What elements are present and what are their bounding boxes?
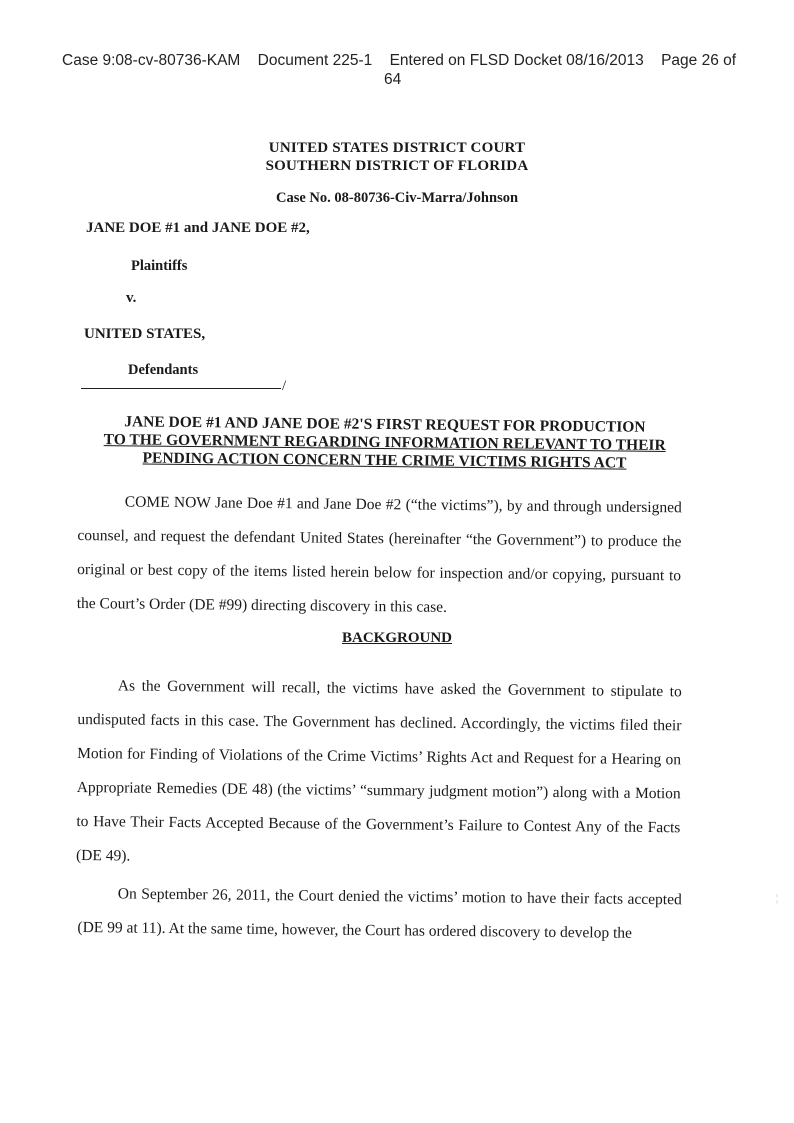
stamp-entered-date: Entered on FLSD Docket 08/16/2013 (389, 52, 644, 69)
section-heading-background: BACKGROUND (341, 630, 452, 646)
caption-slash: / (282, 378, 287, 394)
caption-defendant-label: Defendants (128, 362, 199, 378)
caption-plaintiffs-label: Plaintiffs (131, 258, 188, 274)
background-paragraph-1: As the Government will recall, the victims have asked the Government to stipulate to undisputed facts in this case. The Government has declined. Accordingly, the victims filed their Motion for Finding of Violations of the Crime Victims’ Rights Act and Request for a Hearing on Appropriate Remedies (DE 48) (the victims’ “summary judgment motion”) along with a Motion to Have Their Facts Accepted Because of the Government’s Failure to Contest Any of the Facts (DE 49). (75, 677, 682, 865)
title-line2: TO THE GOVERNMENT REGARDING INFORMATION RELEVANT TO THEIR (103, 431, 666, 454)
intro-paragraph: COME NOW Jane Doe #1 and Jane Doe #2 (“the victims”), by and through undersigned counsel, and request the defendant United States (hereinafter “the Government”) to produce the original or best copy of the items listed herein below for inspection and/or copying, pursuant to the Court’s Order (DE #99) directing discovery in this case. (76, 493, 682, 616)
caption-versus: v. (126, 290, 137, 306)
case-number: Case No. 08-80736-Civ-Marra/Johnson (275, 190, 519, 206)
title-line3: PENDING ACTION CONCERN THE CRIME VICTIMS RIGHTS ACT (142, 449, 627, 472)
caption-defendant: UNITED STATES, (84, 326, 206, 342)
court-name-line2: SOUTHERN DISTRICT OF FLORIDA (265, 158, 529, 174)
title-line1: JANE DOE #1 AND JANE DOE #2'S FIRST REQUEST FOR PRODUCTION (124, 413, 646, 436)
caption-plaintiffs: JANE DOE #1 and JANE DOE #2, (86, 220, 310, 236)
background-paragraph-2: On September 26, 2011, the Court denied the victims’ motion to have their facts accepted (DE 99 at 11). At the same time, however, the Court has ordered discovery to develop the (77, 885, 682, 942)
caption-signature-line (81, 387, 281, 389)
stamp-case-number: Case 9:08-cv-80736-KAM (62, 52, 241, 69)
court-name-line1: UNITED STATES DISTRICT COURT (268, 140, 526, 156)
stamp-page-of: Page 26 of (661, 52, 737, 69)
stamp-total-pages: 64 (384, 71, 402, 88)
stamp-document-number: Document 225-1 (257, 52, 373, 69)
header-stamp (62, 52, 742, 88)
scan-mark: ¦ (776, 893, 779, 904)
document-title (94, 413, 675, 473)
